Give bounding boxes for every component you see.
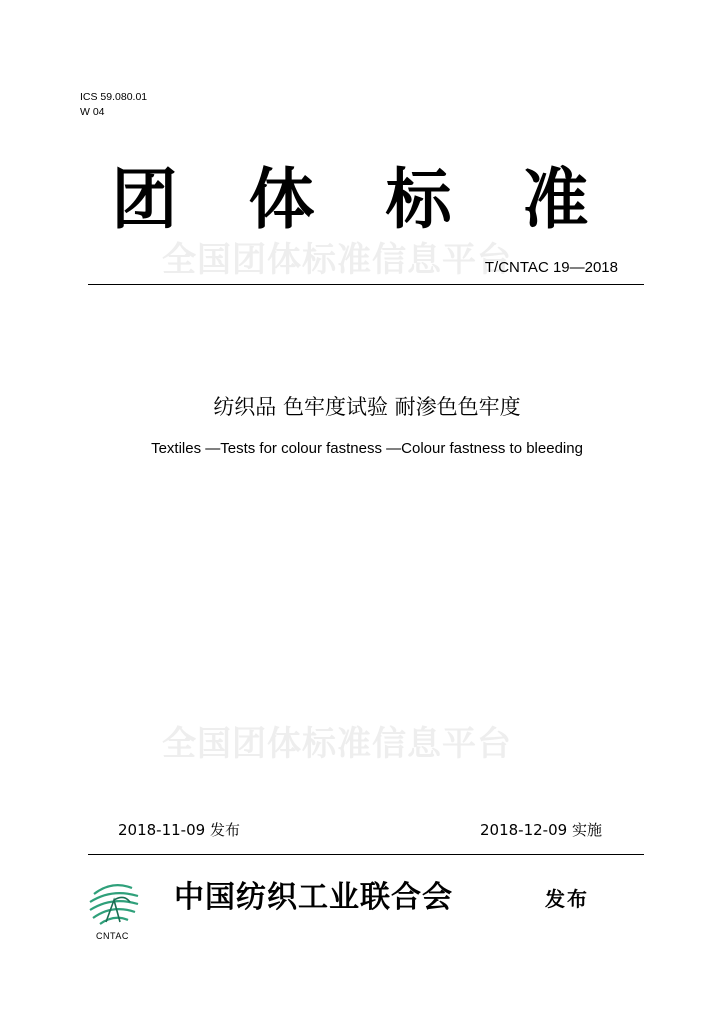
document-type-heading: 团 体 标 准 — [111, 160, 613, 238]
watermark-bottom: 全国团体标准信息平台 — [162, 724, 512, 764]
logo-text: CNTAC — [96, 931, 129, 941]
implementation-date: 2018-12-09 实施 — [480, 821, 602, 839]
cntac-globe-icon — [84, 872, 144, 932]
title-english: Textiles —Tests for colour fastness —Colour fastness to bleeding — [151, 440, 583, 457]
publisher-name: 中国纺织工业联合会 — [174, 880, 453, 915]
ccs-code: W 04 — [80, 106, 105, 118]
title-chinese: 纺织品 色牢度试验 耐渗色色牢度 — [213, 395, 521, 419]
issue-date: 2018-11-09 发布 — [118, 821, 240, 839]
ics-code: ICS 59.080.01 — [80, 91, 148, 103]
standard-number: T/CNTAC 19—2018 — [484, 259, 618, 276]
classification-codes — [80, 90, 147, 120]
watermark-top: 全国团体标准信息平台 — [162, 240, 512, 280]
bottom-divider — [88, 854, 644, 855]
top-divider — [88, 284, 644, 285]
publish-label: 发布 — [545, 887, 589, 911]
